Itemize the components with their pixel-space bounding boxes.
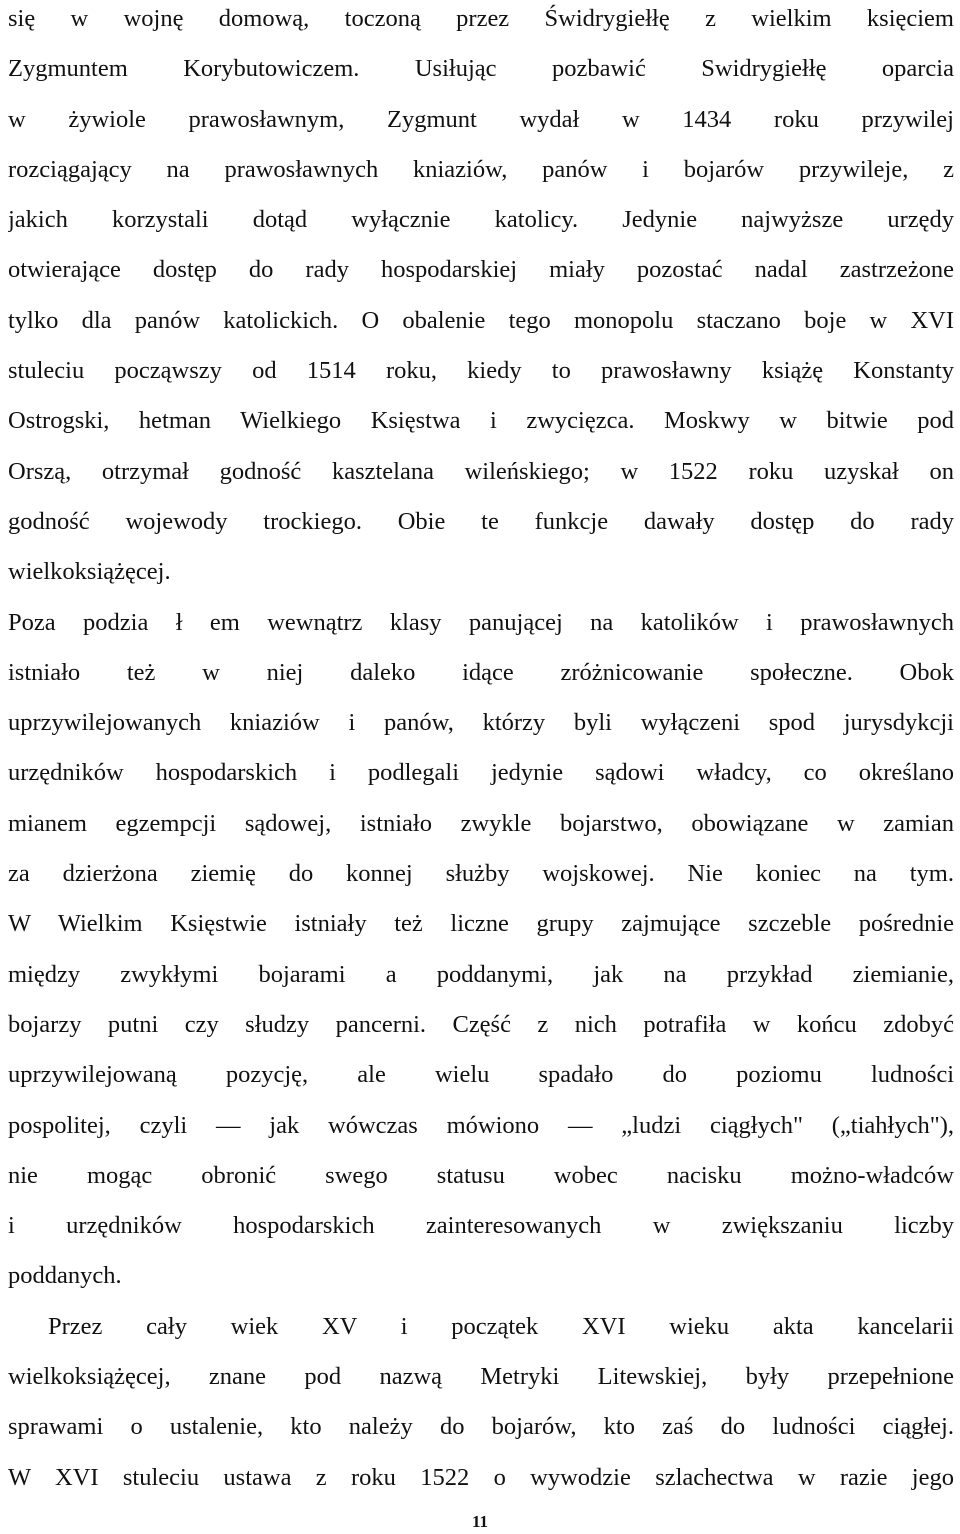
- text-line: wielkoksiążęcej.: [8, 558, 171, 586]
- text-line: godność wojewody trockiego. Obie te funkcje dawały dostęp do rady: [8, 507, 954, 535]
- paragraph-3: [8, 1302, 954, 1503]
- text-line: się w wojnę domową, toczoną przez Świdrygiełłę z wielkim księciem: [8, 5, 954, 32]
- text-line: W XVI stuleciu ustawa z roku 1522 o wywodzie szlachectwa w razie jego: [8, 1463, 954, 1491]
- text-line: urzędników hospodarskich i podlegali jedynie sądowi władcy, co określano: [8, 759, 954, 787]
- text-line: Orszą, otrzymał godność kasztelana wileńskiego; w 1522 roku uzyskał on: [8, 457, 954, 485]
- text-line: W Wielkim Księstwie istniały też liczne grupy zajmujące szczeble pośrednie: [8, 910, 954, 938]
- text-line: sprawami o ustalenie, kto należy do bojarów, kto zaś do ludności ciągłej.: [8, 1413, 954, 1441]
- text-line: uprzywilejowanych kniaziów i panów, którzy byli wyłączeni spod jurysdykcji: [8, 709, 954, 737]
- text-line: Ostrogski, hetman Wielkiego Księstwa i zwycięzca. Moskwy w bitwie pod: [8, 407, 954, 435]
- text-line: istniało też w niej daleko idące zróżnicowanie społeczne. Obok: [8, 658, 954, 686]
- text-line: stuleciu począwszy od 1514 roku, kiedy to prawosławny książę Konstanty: [8, 357, 954, 385]
- text-line: w żywiole prawosławnym, Zygmunt wydał w 1434 roku przywilej: [8, 105, 954, 133]
- text-line: wielkoksiążęcej, znane pod nazwą Metryki Litewskiej, były przepełnione: [8, 1363, 954, 1391]
- text-line: pospolitej, czyli — jak wówczas mówiono — „ludzi ciągłych" („tiahłych"),: [8, 1111, 954, 1139]
- text-line: nie mogąc obronić swego statusu wobec nacisku możno-władców: [8, 1161, 954, 1189]
- text-line: jakich korzystali dotąd wyłącznie katolicy. Jedynie najwyższe urzędy: [8, 206, 954, 234]
- text-line: między zwykłymi bojarami a poddanymi, jak na przykład ziemianie,: [8, 960, 954, 988]
- text-line: tylko dla panów katolickich. O obalenie tego monopolu staczano boje w XVI: [8, 306, 954, 334]
- text-line: Przez cały wiek XV i początek XVI wieku akta kancelarii: [48, 1312, 954, 1340]
- text-line: rozciągający na prawosławnych kniaziów, panów i bojarów przywileje, z: [8, 155, 954, 183]
- text-line: uprzywilejowaną pozycję, ale wielu spadało do poziomu ludności: [8, 1061, 954, 1089]
- text-line: poddanych.: [8, 1262, 122, 1290]
- text-line: i urzędników hospodarskich zainteresowanych w zwiększaniu liczby: [8, 1212, 954, 1240]
- text-line: otwierające dostęp do rady hospodarskiej miały pozostać nadal zastrzeżone: [8, 256, 954, 284]
- text-line: za dzierżona ziemię do konnej służby wojskowej. Nie koniec na tym.: [8, 860, 954, 888]
- paragraph-2: [8, 598, 954, 1302]
- page-number: 11: [471, 1512, 489, 1531]
- text-line: Poza podzia ł em wewnątrz klasy panującej na katolików i prawosławnych: [8, 608, 954, 636]
- text-line: Zygmuntem Korybutowiczem. Usiłując pozbawić Swidrygiełłę oparcia: [8, 55, 954, 83]
- text-line: bojarzy putni czy słudzy pancerni. Część z nich potrafiła w końcu zdobyć: [8, 1010, 954, 1038]
- document-body: [8, 0, 954, 1503]
- text-line: mianem egzempcji sądowej, istniało zwykle bojarstwo, obowiązane w zamian: [8, 809, 954, 837]
- paragraph-1: [8, 0, 954, 598]
